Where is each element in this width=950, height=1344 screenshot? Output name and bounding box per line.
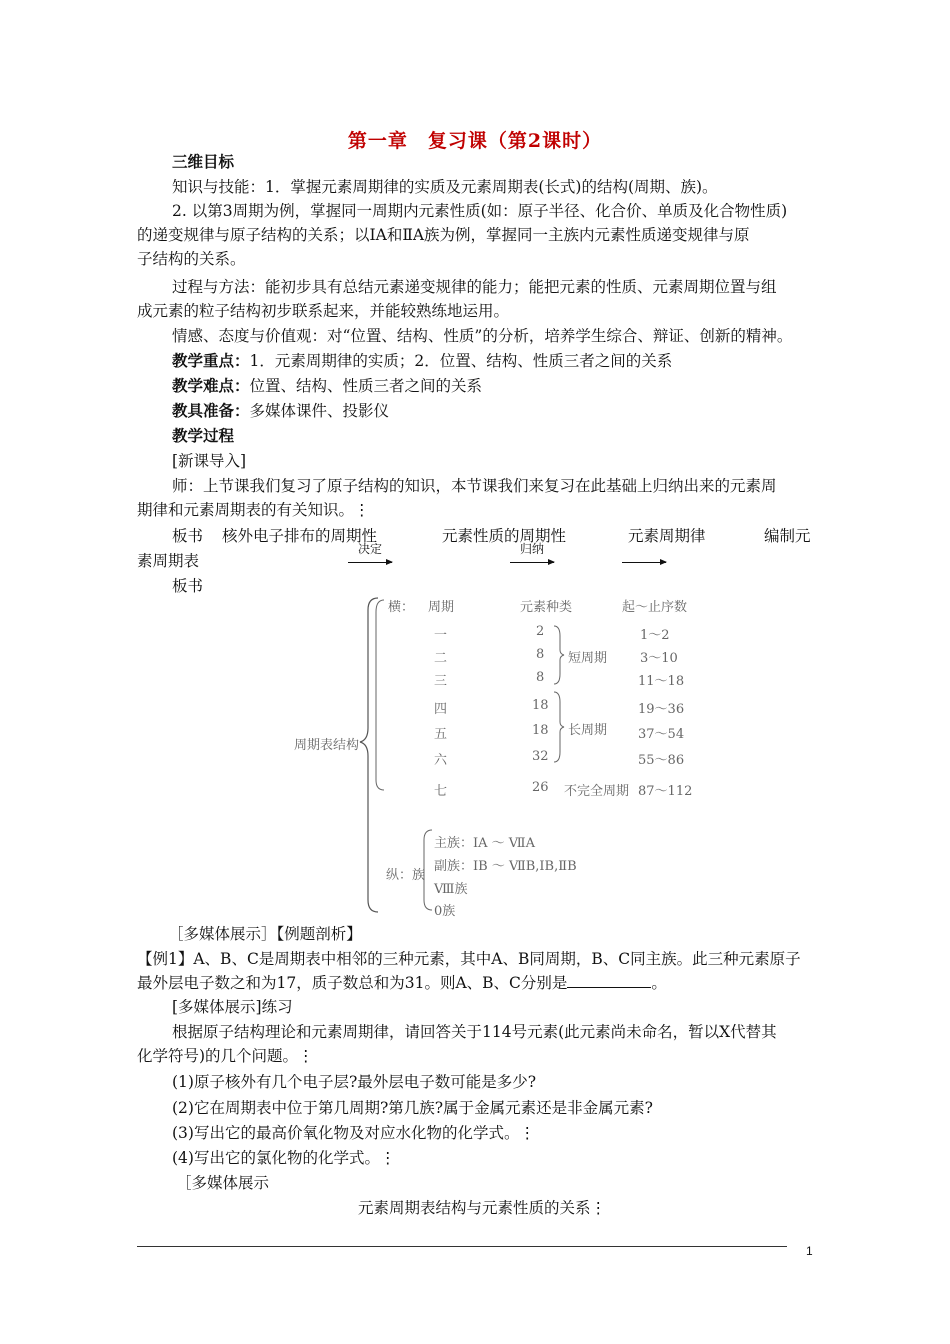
kinds-cell: 26	[532, 780, 549, 795]
kinds-cell: 8	[536, 670, 545, 685]
teacher-line-b: 期律和元素周期表的有关知识。⋮	[137, 501, 370, 519]
board-label-2: 板书	[172, 577, 204, 595]
arrow-right-icon	[348, 562, 392, 563]
period-cell: 七	[434, 784, 448, 799]
group-eight: Ⅷ族	[434, 882, 468, 897]
intro-tag: [新课导入]	[172, 452, 247, 470]
arrow-induce	[510, 542, 554, 563]
key-text: 1．元素周期律的实质；2．位置、结构、性质三者之间的关系	[249, 352, 673, 370]
group-zero: 0族	[434, 904, 456, 919]
example-text: 最外层电子数之和为17，质子数总和为31。则A、B、C分别是	[137, 974, 568, 992]
board-item-4b: 素周期表	[137, 552, 200, 570]
practice-line-b: 化学符号)的几个问题。⋮	[137, 1047, 314, 1065]
page-title: 第一章 复习课（第2课时）	[347, 130, 603, 152]
period-cell: 三	[434, 674, 448, 689]
question-4: (4)写出它的氯化物的化学式。⋮	[172, 1149, 396, 1167]
kinds-cell: 18	[532, 723, 549, 738]
short-period-label: 短周期	[568, 651, 608, 666]
arrow-induce-label: 归纳	[519, 542, 544, 556]
board-item-3: 元素周期律	[628, 527, 706, 545]
board-item-2: 元素性质的周期性	[442, 527, 567, 545]
board-label: 板书	[172, 527, 204, 545]
answer-blank	[567, 973, 651, 988]
practice-line-a: 根据原子结构理论和元素周期律，请回答关于114号元素(此元素尚未命名，暂以X代替其	[172, 1023, 777, 1041]
tools-label: 教具准备：	[172, 401, 250, 420]
tools	[172, 399, 389, 423]
range-cell: 55～86	[638, 753, 685, 768]
arrow-determine-label: 决定	[357, 542, 382, 556]
tools-text: 多媒体课件、投影仪	[249, 402, 390, 420]
range-cell: 37～54	[638, 727, 685, 742]
period-cell: 五	[434, 727, 448, 742]
footer-divider	[137, 1246, 787, 1247]
objectives-heading: 三维目标	[172, 152, 235, 171]
long-period-label: 长周期	[568, 723, 608, 738]
period-cell: 四	[434, 702, 448, 717]
arrow-right-icon	[510, 562, 554, 563]
period-cell: 一	[434, 628, 448, 643]
col-kinds: 元素种类	[520, 600, 573, 615]
example-end: 。	[651, 974, 667, 992]
board-item-1: 核外电子排布的周期性	[222, 527, 378, 545]
diagram-root: 周期表结构	[294, 738, 360, 753]
knowledge-line-c: 子结构的关系。	[137, 250, 246, 268]
example-line-a: 【例1】A、B、C是周期表中相邻的三种元素，其中A、B同周期，B、C同主族。此三种元素原子	[137, 950, 801, 968]
process-line-b: 成元素的粒子结构初步联系起来，并能较熟练地运用。	[137, 302, 510, 320]
board-item-4a: 编制元	[764, 527, 811, 545]
relation-heading: 元素周期表结构与元素性质的关系⋮	[358, 1199, 607, 1217]
arrow-determine	[348, 542, 392, 563]
range-cell: 1～2	[640, 628, 670, 643]
difficulty-label: 教学难点：	[172, 376, 250, 395]
practice-tag: [多媒体展示]练习	[172, 998, 293, 1016]
difficulty-text: 位置、结构、性质三者之间的关系	[249, 377, 483, 395]
col-range: 起～止序数	[622, 600, 688, 615]
process-heading: 教学过程	[172, 426, 235, 445]
arrow-third	[622, 562, 666, 563]
diagram-vertical: 纵：族	[386, 868, 426, 883]
knowledge-skill: 知识与技能：1．掌握元素周期律的实质及元素周期表(长式)的结构(周期、族)。	[172, 178, 718, 196]
question-1: (1)原子核外有几个电子层?最外层电子数可能是多少?	[172, 1073, 537, 1091]
incomplete-period-label: 不完全周期	[564, 784, 630, 799]
knowledge-line-b: 的递变规律与原子结构的关系；以ⅠA和ⅡA族为例，掌握同一主族内元素性质递变规律与原	[137, 226, 750, 244]
range-cell: 3～10	[640, 651, 678, 666]
difficulty	[172, 374, 482, 398]
kinds-cell: 18	[532, 698, 549, 713]
kinds-cell: 2	[536, 624, 545, 639]
main-group: 主族：ⅠA ～ ⅦA	[434, 836, 535, 851]
media-tag: ［多媒体展示	[176, 1174, 270, 1192]
page-number: 1	[806, 1244, 813, 1258]
range-cell: 19～36	[638, 702, 685, 717]
range-cell: 87～112	[638, 784, 693, 799]
kinds-cell: 8	[536, 647, 545, 662]
key-label: 教学重点：	[172, 351, 250, 370]
key-points	[172, 349, 672, 373]
teacher-line-a: 师：上节课我们复习了原子结构的知识，本节课我们来复习在此基础上归纳出来的元素周	[172, 477, 777, 495]
range-cell: 11～18	[638, 674, 685, 689]
periodic-structure-diagram	[280, 590, 720, 920]
arrow-right-icon	[622, 562, 666, 563]
attitude-line: 情感、态度与价值观：对“位置、结构、性质”的分析，培养学生综合、辩证、创新的精神。	[172, 327, 793, 345]
period-cell: 六	[434, 753, 448, 768]
question-3: (3)写出它的最高价氧化物及对应水化物的化学式。⋮	[172, 1124, 535, 1142]
example-line-b	[137, 971, 667, 995]
question-2: (2)它在周期表中位于第几周期?第几族?属于金属元素还是非金属元素?	[172, 1099, 653, 1117]
media-example-tag: ［多媒体展示］【例题剖析】	[168, 925, 362, 943]
col-period: 周期	[428, 600, 455, 615]
diagram-horizontal: 横：	[388, 600, 415, 615]
sub-group: 副族：ⅠB ～ ⅦB,ⅠB,ⅡB	[434, 859, 577, 874]
kinds-cell: 32	[532, 749, 549, 764]
knowledge-line-a: 2. 以第3周期为例，掌握同一周期内元素性质(如：原子半径、化合价、单质及化合物性质)	[172, 202, 788, 220]
period-cell: 二	[434, 651, 448, 666]
process-line-a: 过程与方法：能初步具有总结元素递变规律的能力；能把元素的性质、元素周期位置与组	[172, 278, 777, 296]
